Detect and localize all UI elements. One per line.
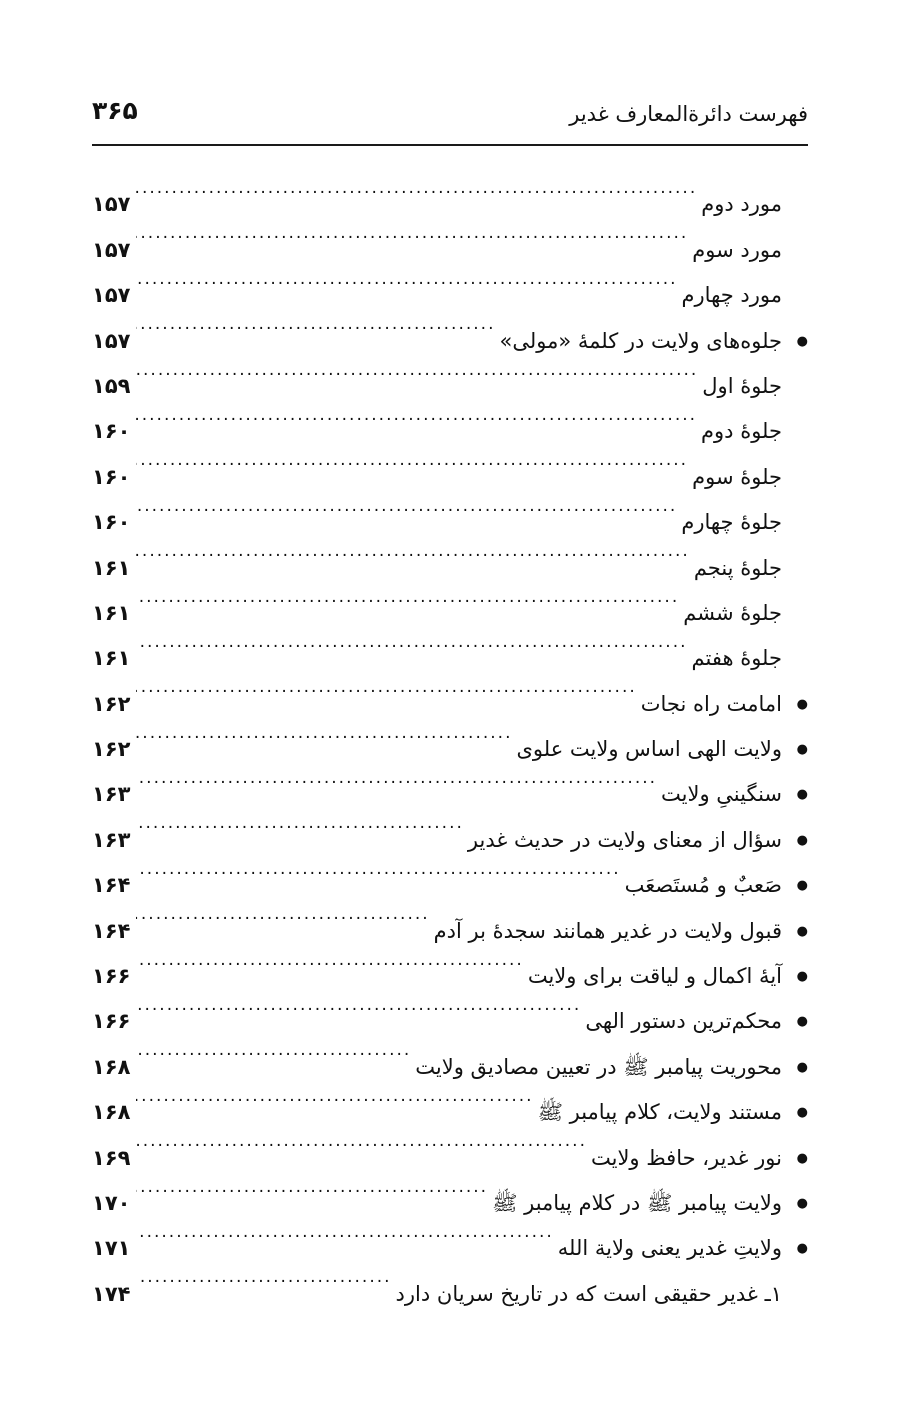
toc-entry-page: ۱۷۰ — [92, 1190, 131, 1215]
toc-entry — [92, 166, 808, 217]
toc-entry-page: ۱۶۸ — [92, 1054, 131, 1079]
toc-entry-title: جلوهٔ دوم — [701, 419, 782, 444]
toc-entry-page: ۱۶۰ — [92, 510, 131, 535]
toc-entry-title: صَعبٌ و مُستَصعَب — [624, 873, 782, 898]
bullet-icon: ● — [796, 787, 808, 803]
dot-leader — [136, 393, 697, 438]
toc-entry-title: جلوهٔ سوم — [692, 464, 782, 489]
table-of-contents — [92, 166, 808, 1306]
toc-entry-page: ۱۵۷ — [92, 328, 131, 353]
toc-entry-page: ۱۶۴ — [92, 918, 131, 943]
dot-leader — [136, 938, 524, 983]
bullet-icon: ● — [796, 878, 808, 894]
dot-leader — [136, 484, 677, 529]
toc-entry-title: محکم‌ترین دستور الهی — [585, 1009, 782, 1034]
dot-leader — [136, 575, 679, 620]
dot-leader — [136, 665, 637, 710]
dot-leader — [136, 1210, 554, 1255]
bullet-icon: ● — [796, 832, 808, 848]
toc-entry-title: جلوهٔ اول — [702, 373, 782, 398]
toc-entry-page: ۱۶۲ — [92, 737, 131, 762]
toc-entry-page: ۱۵۷ — [92, 237, 131, 262]
bullet-icon: ● — [796, 333, 808, 349]
dot-leader — [136, 1119, 587, 1164]
toc-entry-page: ۱۶۸ — [92, 1100, 131, 1125]
toc-entry-page: ۱۷۴ — [92, 1281, 131, 1306]
toc-entry-title: مستند ولایت، کلام پیامبر ﷺ — [537, 1100, 782, 1125]
toc-entry-page: ۱۶۰ — [92, 464, 131, 489]
toc-entry-title: ولایتِ غدیر یعنی ولایة الله — [557, 1236, 782, 1261]
toc-entry-title: جلوهٔ چهارم — [681, 510, 782, 535]
bullet-icon: ● — [796, 696, 808, 712]
dot-leader — [136, 211, 688, 256]
toc-entry-title: قبول ولایت در غدیر همانند سجدهٔ بر آدم — [433, 918, 782, 943]
toc-entry-title: جلوهٔ ششم — [683, 600, 782, 625]
dot-leader — [136, 1074, 534, 1119]
dot-leader — [136, 892, 430, 937]
dot-leader — [136, 257, 678, 302]
toc-entry-title: محوریت پیامبر ﷺ در تعیین مصادیق ولایت — [415, 1054, 782, 1079]
toc-entry-title: جلوهٔ پنجم — [693, 555, 782, 580]
running-header — [92, 92, 808, 146]
dot-leader — [136, 756, 657, 801]
toc-entry-page: ۱۵۷ — [92, 192, 131, 217]
toc-entry-page: ۱۶۲ — [92, 691, 131, 716]
toc-entry-page: ۱۶۱ — [92, 646, 131, 671]
bullet-icon: ● — [796, 1105, 808, 1121]
toc-entry-page: ۱۶۱ — [92, 555, 131, 580]
dot-leader — [136, 711, 512, 756]
toc-entry-title: جلوه‌های ولایت در کلمهٔ «مولی» — [499, 328, 782, 353]
bullet-icon: ● — [796, 969, 808, 985]
toc-entry-page: ۱۶۶ — [92, 1009, 131, 1034]
bullet-icon: ● — [796, 1241, 808, 1257]
dot-leader — [136, 847, 621, 892]
toc-entry-title: سنگینیِ ولایت — [661, 782, 782, 807]
header-title: فهرست دائرةالمعارف غدیر — [569, 102, 808, 126]
toc-entry-page: ۱۶۱ — [92, 600, 131, 625]
dot-leader — [136, 1165, 488, 1210]
bullet-icon: ● — [796, 742, 808, 758]
toc-entry-page: ۱۵۹ — [92, 373, 131, 398]
toc-entry-title: مورد دوم — [701, 192, 782, 217]
dot-leader — [136, 302, 495, 347]
dot-leader — [136, 801, 464, 846]
dot-leader — [136, 1255, 392, 1300]
toc-entry-page: ۱۷۱ — [92, 1236, 131, 1261]
toc-entry-title: مورد چهارم — [681, 283, 782, 308]
toc-entry-title: آیهٔ اکمال و لیاقت برای ولایت — [527, 964, 782, 989]
toc-entry-page: ۱۶۳ — [92, 827, 131, 852]
toc-entry-page: ۱۶۰ — [92, 419, 131, 444]
bullet-icon: ● — [796, 1014, 808, 1030]
toc-entry-page: ۱۶۹ — [92, 1145, 131, 1170]
dot-leader — [136, 1028, 411, 1073]
dot-leader — [136, 348, 698, 393]
toc-entry-title: امامت راه نجات — [640, 691, 782, 716]
toc-entry-title: سؤال از معنای ولایت در حدیث غدیر — [467, 827, 782, 852]
toc-entry-title: ولایت پیامبر ﷺ در کلام پیامبر ﷺ — [492, 1190, 782, 1215]
bullet-icon: ● — [796, 923, 808, 939]
dot-leader — [136, 438, 688, 483]
dot-leader — [136, 166, 697, 211]
dot-leader — [136, 620, 688, 665]
toc-entry-page: ۱۶۳ — [92, 782, 131, 807]
toc-entry-page: ۱۶۴ — [92, 873, 131, 898]
toc-entry-title: جلوهٔ هفتم — [691, 646, 782, 671]
toc-entry-page: ۱۵۷ — [92, 283, 131, 308]
header-page-number: ۳۶۵ — [92, 96, 138, 125]
bullet-icon: ● — [796, 1059, 808, 1075]
dot-leader — [136, 983, 581, 1028]
dot-leader — [136, 529, 690, 574]
toc-entry-page: ۱۶۶ — [92, 964, 131, 989]
toc-entry-title: ۱ـ غدیر حقیقی است که در تاریخ سریان دارد — [395, 1281, 782, 1306]
bullet-icon: ● — [796, 1150, 808, 1166]
toc-entry-title: نور غدیر، حافظ ولایت — [590, 1145, 782, 1170]
toc-entry-title: مورد سوم — [692, 237, 782, 262]
toc-entry-title: ولایت الهی اساس ولایت علوی — [516, 737, 782, 762]
bullet-icon: ● — [796, 1195, 808, 1211]
